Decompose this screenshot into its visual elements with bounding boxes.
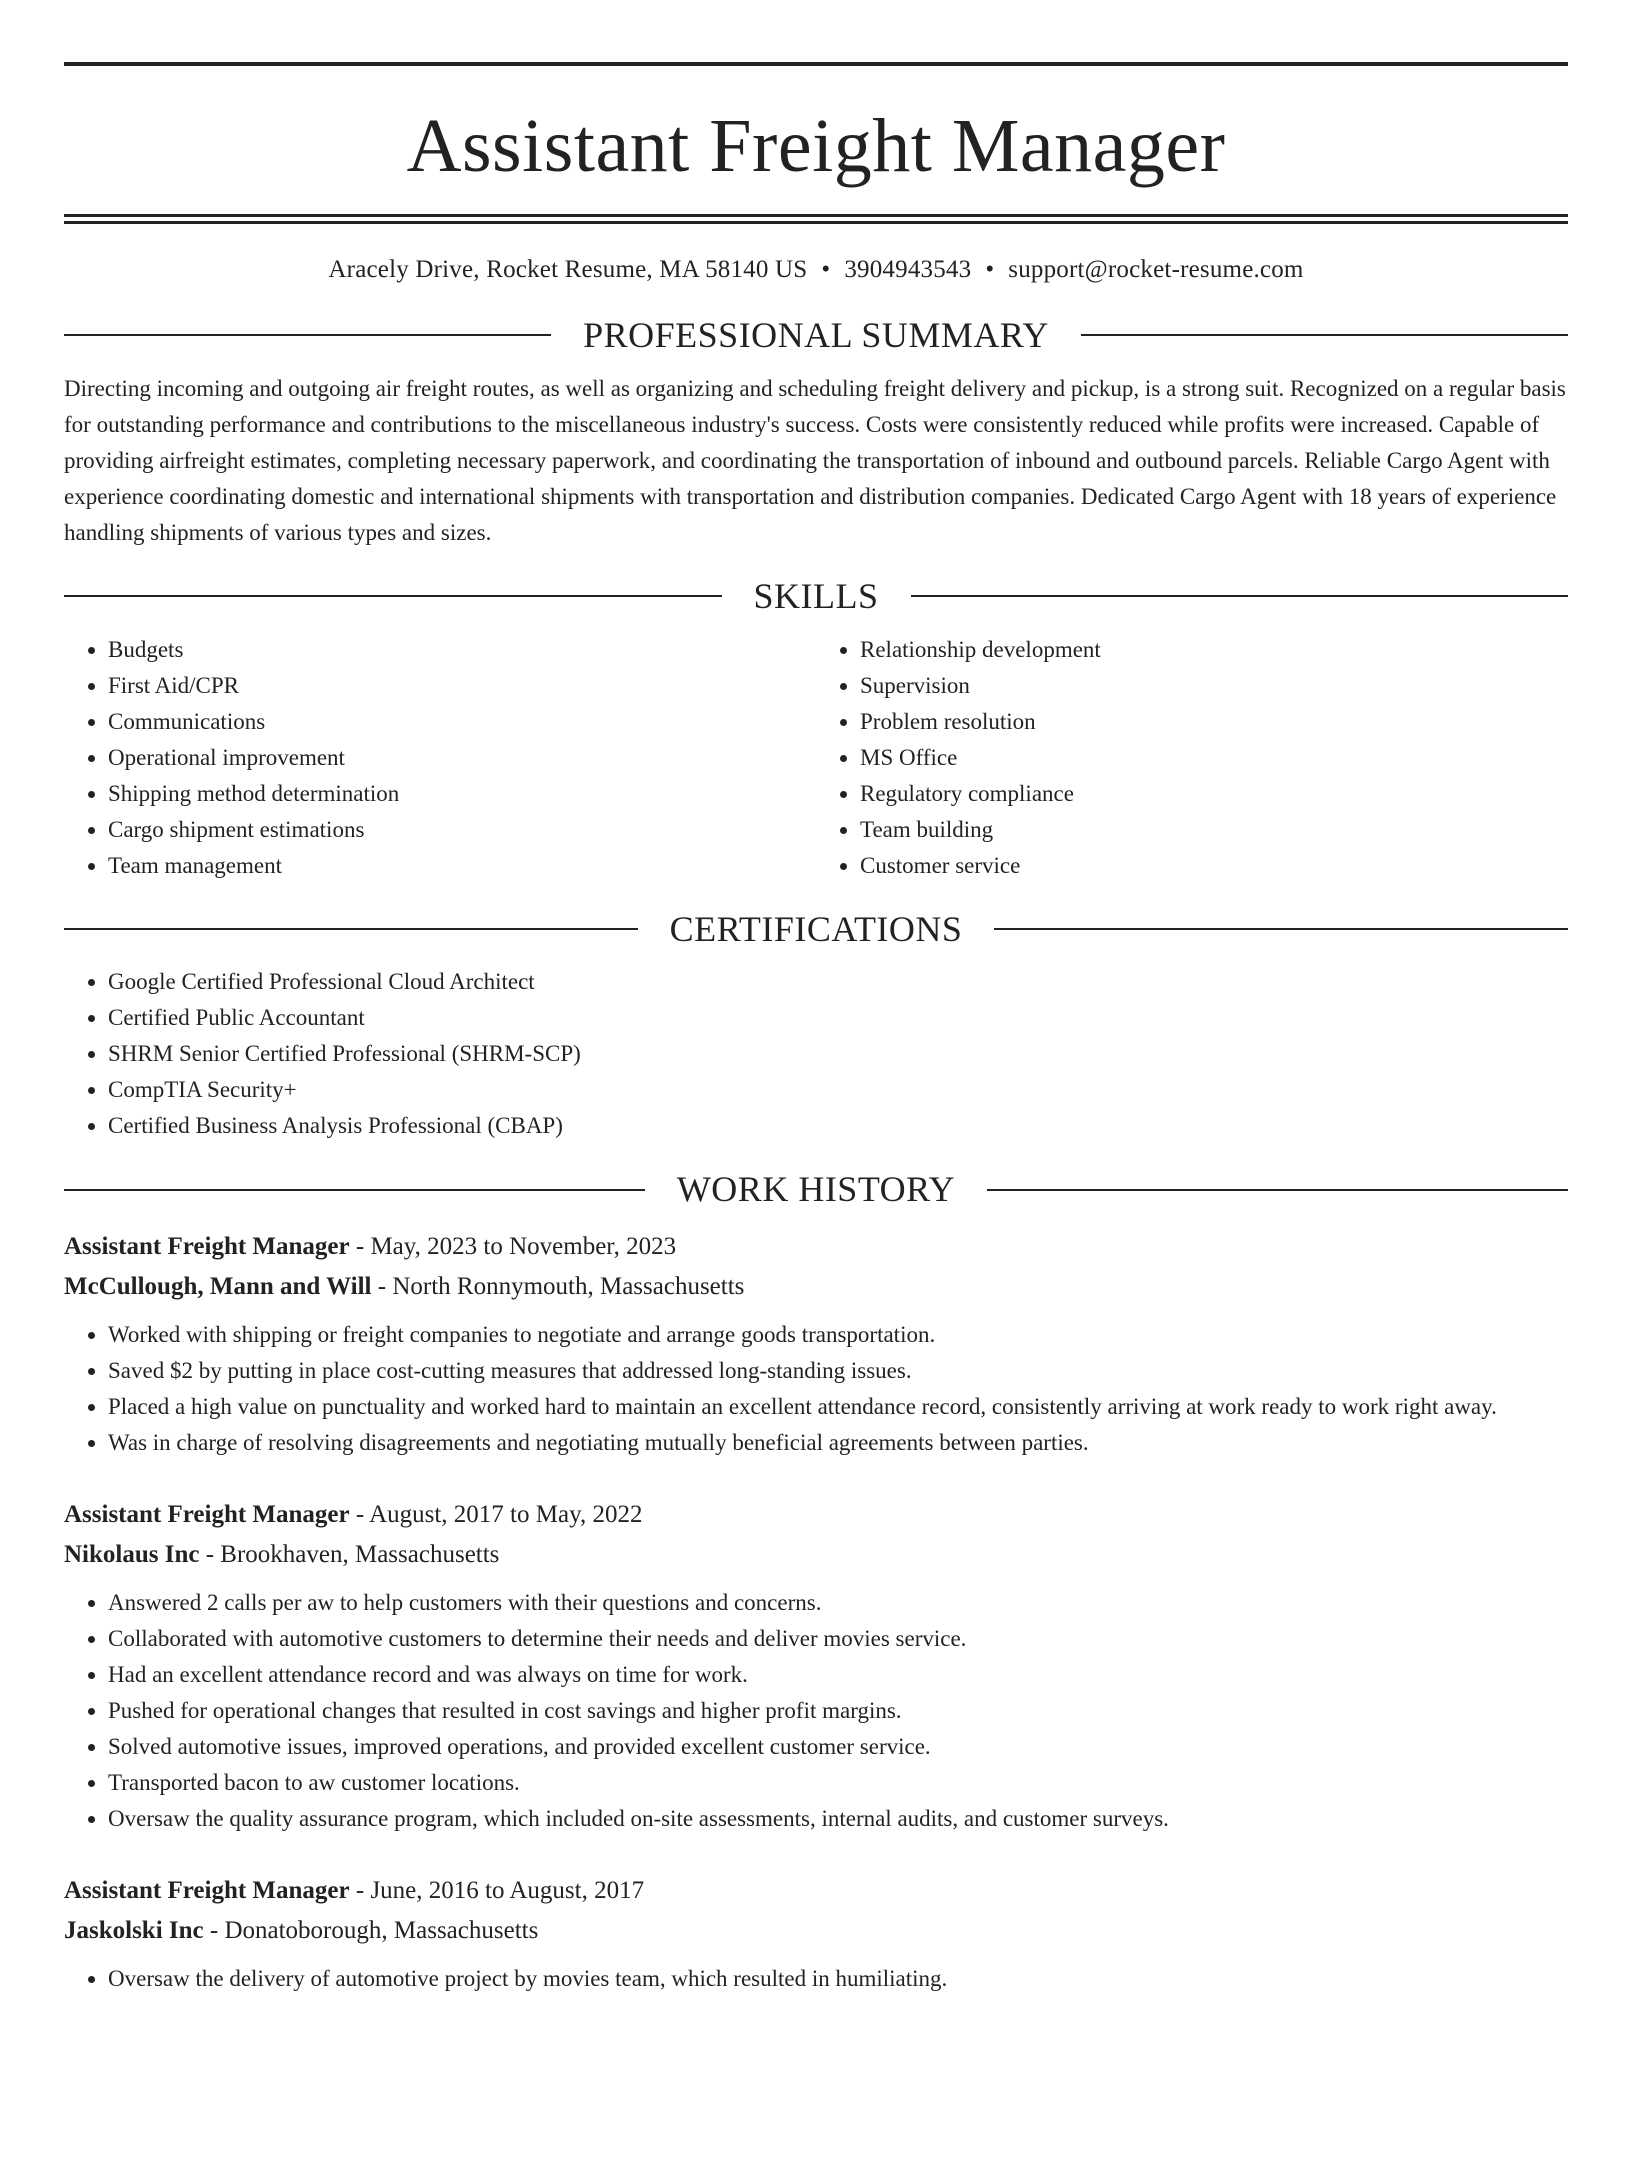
- job-company: McCullough, Mann and Will: [64, 1273, 372, 1301]
- skills-list-right: [816, 632, 1568, 884]
- job-location: - Donatoborough, Massachusetts: [209, 1917, 539, 1945]
- skill-item: • Budgets: [108, 632, 816, 668]
- job-company-line: [64, 1911, 1568, 1951]
- certification-item: • Google Certified Professional Cloud Architect: [108, 964, 1568, 1000]
- summary-text: Directing incoming and outgoing air freight routes, as well as organizing and scheduling freight delivery and pickup, is a strong suit. Recognized on a regular basis for outstanding performance and contributions to the miscellaneous industry's success. Costs were consistently reduced while profits were increased. Capable of providing airfreight estimates, completing necessary paperwork, and coordinating the transportation of inbound and outbound parcels. Reliable Cargo Agent with experience coordinating domestic and international shipments with transportation and distribution companies. Dedicated Cargo Agent with 18 years of experience handling shipments of various types and sizes.: [64, 375, 1566, 545]
- skills-list-left: [64, 632, 816, 884]
- job-dates: - May, 2023 to November, 2023: [355, 1233, 677, 1261]
- job-entry: [64, 1495, 1568, 1837]
- section-rule-right: [987, 1189, 1568, 1191]
- section-rule-right: [911, 595, 1569, 597]
- contact-address: Aracely Drive, Rocket Resume, MA 58140 US: [328, 256, 808, 283]
- section-rule-left: [64, 928, 638, 930]
- certification-item: • Certified Public Accountant: [108, 1000, 1568, 1036]
- section-title-work-history: WORK HISTORY: [676, 1169, 956, 1210]
- job-bullet: • Collaborated with automotive customers to determine their needs and deliver movies service.: [108, 1621, 1568, 1657]
- job-title: Assistant Freight Manager: [64, 1501, 350, 1529]
- certification-item: • CompTIA Security+: [108, 1072, 1568, 1108]
- skill-item: • Operational improvement: [108, 740, 816, 776]
- skill-item: • Team management: [108, 848, 816, 884]
- contact-separator: •: [985, 256, 995, 283]
- title-double-rule: [64, 214, 1568, 224]
- job-bullet: • Was in charge of resolving disagreements and negotiating mutually beneficial agreements between parties.: [108, 1425, 1568, 1461]
- job-bullet: • Solved automotive issues, improved operations, and provided excellent customer service.: [108, 1729, 1568, 1765]
- skill-item: • Shipping method determination: [108, 776, 816, 812]
- section-rule-right: [1081, 334, 1568, 336]
- certifications-list: [64, 964, 1568, 1144]
- contact-line: [64, 256, 1568, 284]
- job-entry: [64, 1871, 1568, 1997]
- job-title-line: [64, 1871, 1568, 1911]
- section-header-certifications: [64, 906, 1568, 953]
- job-title: Assistant Freight Manager: [64, 1877, 350, 1905]
- skill-item: • First Aid/CPR: [108, 668, 816, 704]
- job-location: - Brookhaven, Massachusetts: [205, 1541, 500, 1569]
- contact-email[interactable]: support@rocket-resume.com: [1008, 256, 1304, 283]
- section-rule-right: [994, 928, 1568, 930]
- skill-item: • Regulatory compliance: [860, 776, 1568, 812]
- job-bullet: • Had an excellent attendance record and was always on time for work.: [108, 1657, 1568, 1693]
- skill-item: • Relationship development: [860, 632, 1568, 668]
- resume-title: Assistant Freight Manager: [406, 104, 1226, 188]
- skill-item: • Supervision: [860, 668, 1568, 704]
- top-rule: [64, 62, 1568, 66]
- certification-item: • SHRM Senior Certified Professional (SHRM-SCP): [108, 1036, 1568, 1072]
- skill-item: • Customer service: [860, 848, 1568, 884]
- skill-item: • Communications: [108, 704, 816, 740]
- job-company: Jaskolski Inc: [64, 1917, 204, 1945]
- skill-item: • Team building: [860, 812, 1568, 848]
- job-bullets: [64, 1961, 1568, 1997]
- job-bullets: [64, 1585, 1568, 1837]
- job-bullet: • Answered 2 calls per aw to help customers with their questions and concerns.: [108, 1585, 1568, 1621]
- work-history-list: [64, 1227, 1568, 1997]
- section-title-summary: PROFESSIONAL SUMMARY: [583, 315, 1049, 355]
- job-title: Assistant Freight Manager: [64, 1233, 350, 1261]
- section-header-summary: [64, 312, 1568, 359]
- section-header-skills: [64, 573, 1568, 620]
- job-bullets: [64, 1317, 1568, 1461]
- job-company-line: [64, 1535, 1568, 1575]
- job-bullet: • Oversaw the delivery of automotive project by movies team, which resulted in humiliating.: [108, 1961, 1568, 1997]
- job-bullet: • Saved $2 by putting in place cost-cutting measures that addressed long-standing issues.: [108, 1353, 1568, 1389]
- job-title-line: [64, 1227, 1568, 1267]
- job-bullet: • Oversaw the quality assurance program, which included on-site assessments, internal audits, and customer surveys.: [108, 1801, 1568, 1837]
- resume-page: [0, 62, 1632, 2174]
- job-bullet: • Transported bacon to aw customer locations.: [108, 1765, 1568, 1801]
- job-bullet: • Worked with shipping or freight companies to negotiate and arrange goods transportation.: [108, 1317, 1568, 1353]
- certification-item: • Certified Business Analysis Professional (CBAP): [108, 1108, 1568, 1144]
- job-bullet: • Placed a high value on punctuality and worked hard to maintain an excellent attendance record, consistently arriving at work ready to work right away.: [108, 1389, 1568, 1425]
- job-dates: - August, 2017 to May, 2022: [355, 1501, 643, 1529]
- section-title-skills: SKILLS: [753, 575, 879, 616]
- skill-item: • Problem resolution: [860, 704, 1568, 740]
- section-rule-left: [64, 595, 722, 597]
- job-company-line: [64, 1267, 1568, 1307]
- job-company: Nikolaus Inc: [64, 1541, 200, 1569]
- job-title-line: [64, 1495, 1568, 1535]
- job-location: - North Ronnymouth, Massachusetts: [377, 1273, 745, 1301]
- section-title-certifications: CERTIFICATIONS: [669, 908, 963, 949]
- job-entry: [64, 1227, 1568, 1461]
- section-rule-left: [64, 334, 551, 336]
- section-rule-left: [64, 1189, 645, 1191]
- skill-item: • MS Office: [860, 740, 1568, 776]
- skill-item: • Cargo shipment estimations: [108, 812, 816, 848]
- contact-separator: •: [821, 256, 831, 283]
- contact-phone: 3904943543: [844, 256, 972, 283]
- job-dates: - June, 2016 to August, 2017: [355, 1877, 645, 1905]
- skills-columns: [64, 632, 1568, 884]
- section-header-work-history: [64, 1166, 1568, 1213]
- job-bullet: • Pushed for operational changes that resulted in cost savings and higher profit margins.: [108, 1693, 1568, 1729]
